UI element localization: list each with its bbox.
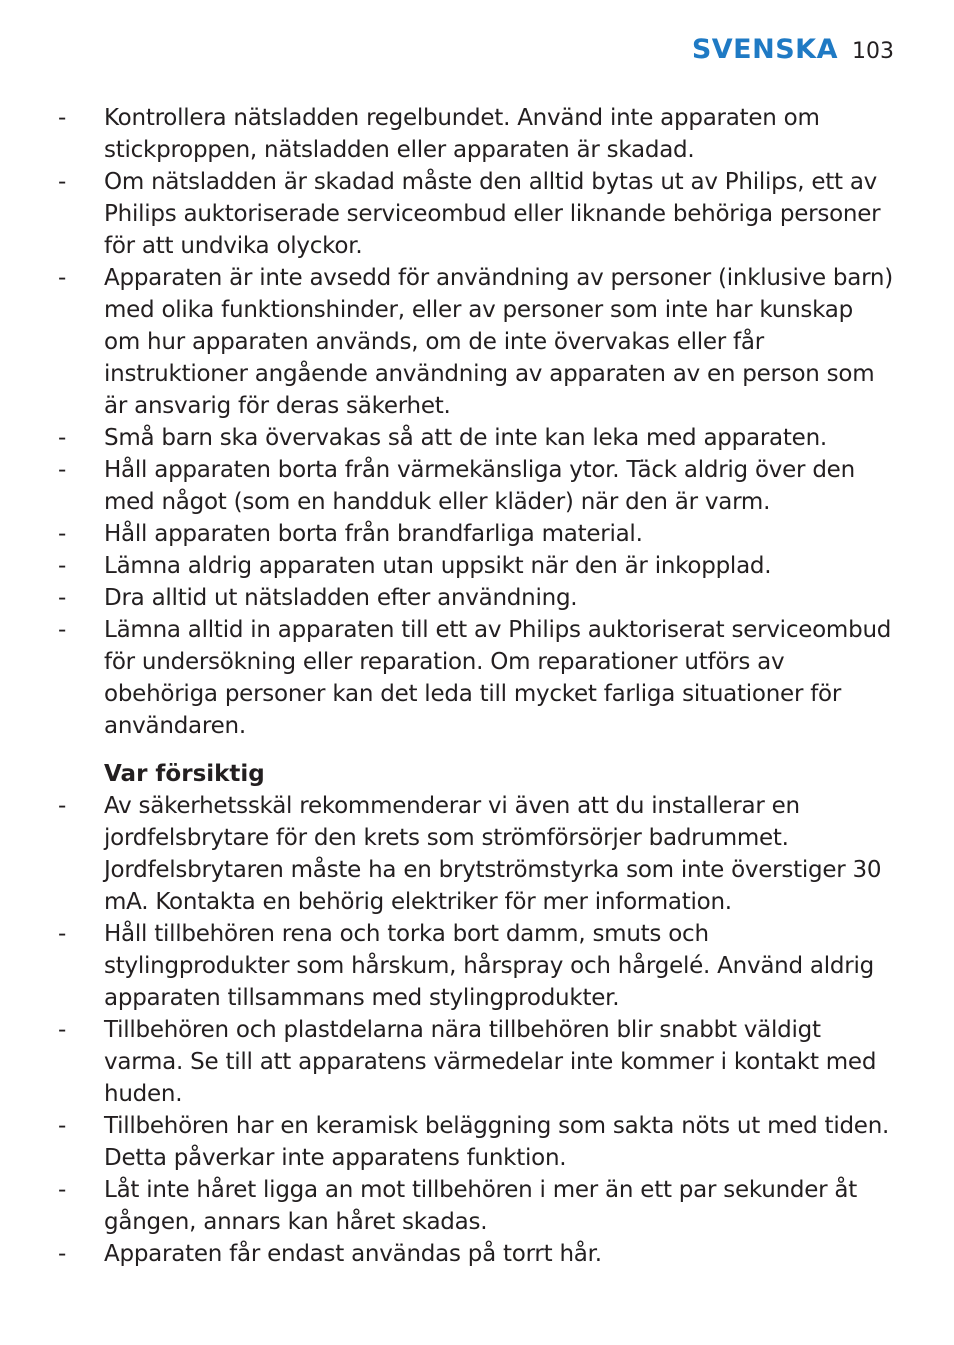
bullet-dash: - bbox=[58, 1241, 67, 1267]
list-item-text: Apparaten är inte avsedd för användning av personer (inklusive barn) med olika funktionshinder, eller av personer som inte har kunskap om hur apparaten används, om de inte övervakas eller får instruktioner angående användning av apparaten av en person som är ansvarig för deras säkerhet. bbox=[104, 265, 893, 419]
bullet-dash: - bbox=[58, 265, 67, 291]
list-item bbox=[56, 614, 896, 742]
list-item bbox=[56, 518, 896, 550]
list-item bbox=[56, 1110, 896, 1174]
list-item-text: Om nätsladden är skadad måste den alltid bytas ut av Philips, ett av Philips auktoriserade serviceombud eller liknande behöriga personer för att undvika olyckor. bbox=[104, 169, 881, 259]
bullet-dash: - bbox=[58, 1113, 67, 1139]
list-item bbox=[56, 790, 896, 918]
section-heading: Var försiktig bbox=[104, 761, 265, 787]
bullet-dash: - bbox=[58, 1177, 67, 1203]
list-item-text: Av säkerhetsskäl rekommenderar vi även att du installerar en jordfelsbrytare för den krets som strömförsörjer badrummet. Jordfelsbrytaren måste ha en brytströmstyrka som inte överstiger 30 mA. Kontakta en behörig elektriker för mer information. bbox=[104, 793, 882, 915]
list-item bbox=[56, 582, 896, 614]
list-item bbox=[56, 262, 896, 422]
bullet-dash: - bbox=[58, 793, 67, 819]
language-label: SVENSKA bbox=[691, 34, 838, 65]
list-item-text: Kontrollera nätsladden regelbundet. Använd inte apparaten om stickproppen, nätsladden eller apparaten är skadad. bbox=[104, 105, 820, 163]
list-item-text: Tillbehören har en keramisk beläggning som sakta nöts ut med tiden. Detta påverkar inte apparatens funktion. bbox=[104, 1113, 890, 1171]
bullet-dash: - bbox=[58, 425, 67, 451]
list-item-text: Små barn ska övervakas så att de inte kan leka med apparaten. bbox=[104, 425, 827, 451]
bullet-dash: - bbox=[58, 617, 67, 643]
bullet-dash: - bbox=[58, 169, 67, 195]
list-item bbox=[56, 1014, 896, 1110]
list-item-text: Apparaten får endast användas på torrt hår. bbox=[104, 1241, 602, 1267]
bullet-dash: - bbox=[58, 105, 67, 131]
list-item-text: Lämna alltid in apparaten till ett av Philips auktoriserat serviceombud för undersökning eller reparation. Om reparationer utförs av obehöriga personer kan det leda till mycket farliga situationer för användaren. bbox=[104, 617, 892, 739]
list-item bbox=[56, 550, 896, 582]
list-item-text: Håll apparaten borta från värmekänsliga ytor. Täck aldrig över den med något (som en handduk eller kläder) när den är varm. bbox=[104, 457, 855, 515]
list-item bbox=[56, 422, 896, 454]
safety-list bbox=[56, 102, 896, 742]
caution-list bbox=[56, 790, 896, 1270]
list-item bbox=[56, 102, 896, 166]
list-item-text: Håll tillbehören rena och torka bort damm, smuts och stylingprodukter som hårskum, hårspray och hårgelé. Använd aldrig apparaten tillsammans med stylingprodukter. bbox=[104, 921, 874, 1011]
page-content bbox=[56, 102, 896, 1270]
bullet-dash: - bbox=[58, 521, 67, 547]
bullet-dash: - bbox=[58, 553, 67, 579]
bullet-dash: - bbox=[58, 457, 67, 483]
list-item bbox=[56, 454, 896, 518]
bullet-dash: - bbox=[58, 585, 67, 611]
page-number: 103 bbox=[852, 39, 894, 64]
bullet-dash: - bbox=[58, 1017, 67, 1043]
list-item-text: Låt inte håret ligga an mot tillbehören i mer än ett par sekunder åt gången, annars kan håret skadas. bbox=[104, 1177, 858, 1235]
list-item-text: Tillbehören och plastdelarna nära tillbehören blir snabbt väldigt varma. Se till att apparatens värmedelar inte kommer i kontakt med huden. bbox=[104, 1017, 877, 1107]
list-item bbox=[56, 166, 896, 262]
page-header bbox=[692, 34, 894, 65]
list-item bbox=[56, 1238, 896, 1270]
bullet-dash: - bbox=[58, 921, 67, 947]
list-item bbox=[56, 918, 896, 1014]
list-item-text: Lämna aldrig apparaten utan uppsikt när den är inkopplad. bbox=[104, 553, 772, 579]
list-item-text: Håll apparaten borta från brandfarliga material. bbox=[104, 521, 643, 547]
list-item bbox=[56, 1174, 896, 1238]
list-item-text: Dra alltid ut nätsladden efter användning. bbox=[104, 585, 578, 611]
